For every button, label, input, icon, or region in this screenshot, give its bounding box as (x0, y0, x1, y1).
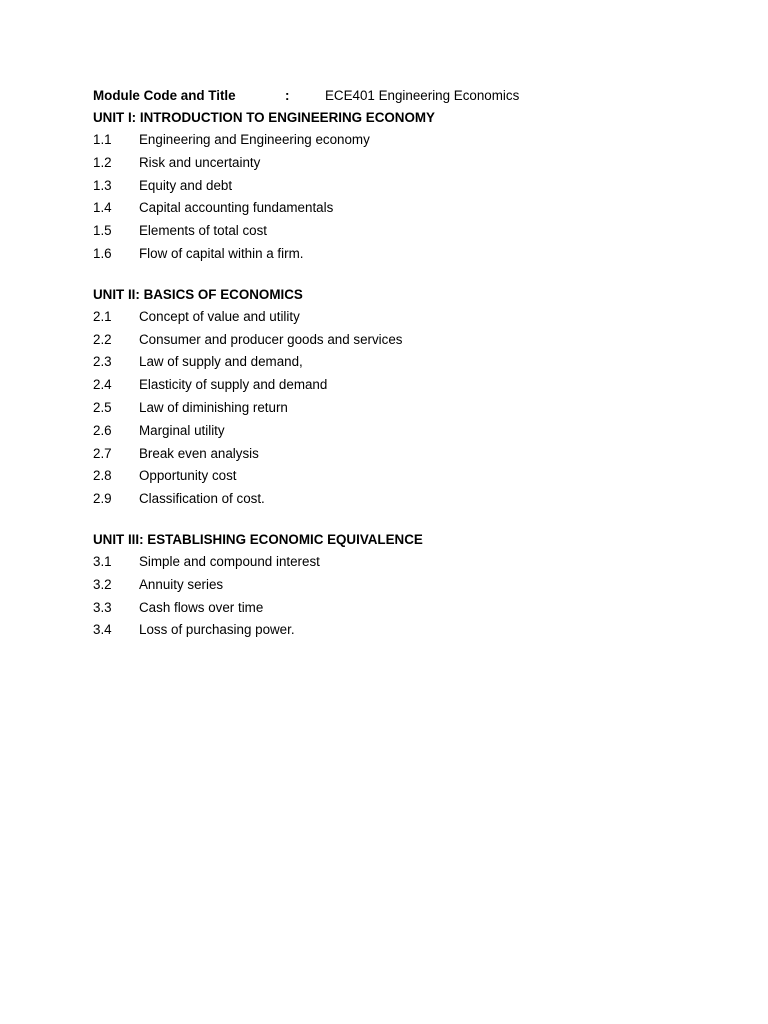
topic-number: 1.6 (93, 245, 112, 261)
module-code-title-line (93, 86, 693, 106)
module-label: Module Code and Title (93, 88, 236, 103)
module-separator: : (285, 88, 290, 103)
topic-item (93, 420, 693, 443)
topic-item (93, 329, 693, 352)
topic-item (93, 619, 693, 642)
topic-number: 3.3 (93, 599, 112, 615)
topic-number: 3.2 (93, 576, 112, 592)
topic-text: Classification of cost. (139, 491, 265, 507)
document-page (93, 86, 693, 642)
topic-item (93, 129, 693, 152)
topic-number: 2.7 (93, 445, 112, 461)
topic-number: 1.4 (93, 200, 112, 216)
topic-text: Opportunity cost (139, 468, 237, 484)
unit-section-2 (93, 284, 693, 511)
topic-number: 3.1 (93, 553, 112, 569)
topic-text: Marginal utility (139, 422, 225, 438)
topic-number: 2.6 (93, 422, 112, 438)
topic-text: Break even analysis (139, 445, 259, 461)
topic-text: Cash flows over time (139, 599, 264, 615)
topic-item (93, 488, 693, 511)
topic-text: Risk and uncertainty (139, 154, 261, 170)
topic-number: 2.8 (93, 468, 112, 484)
unit-heading: UNIT II: BASICS OF ECONOMICS (93, 286, 303, 302)
topic-item (93, 243, 693, 266)
topic-text: Flow of capital within a firm. (139, 245, 304, 261)
topic-item (93, 443, 693, 466)
topic-item (93, 197, 693, 220)
topic-item (93, 175, 693, 198)
topic-item (93, 152, 693, 175)
topic-text: Law of diminishing return (139, 399, 288, 415)
topic-item (93, 351, 693, 374)
topic-text: Simple and compound interest (139, 553, 320, 569)
topic-number: 1.2 (93, 154, 112, 170)
topic-item (93, 220, 693, 243)
topic-item (93, 597, 693, 620)
topic-number: 2.5 (93, 399, 112, 415)
topic-text: Consumer and producer goods and services (139, 331, 403, 347)
topic-item (93, 551, 693, 574)
topic-text: Annuity series (139, 576, 224, 592)
topic-text: Elements of total cost (139, 223, 268, 239)
topic-number: 2.3 (93, 354, 112, 370)
topic-item (93, 397, 693, 420)
unit-section-1 (93, 107, 693, 266)
topic-text: Capital accounting fundamentals (139, 200, 334, 216)
topic-item (93, 574, 693, 597)
topic-item (93, 465, 693, 488)
unit-section-3 (93, 529, 693, 642)
topic-text: Elasticity of supply and demand (139, 377, 328, 393)
unit-heading: UNIT III: ESTABLISHING ECONOMIC EQUIVALENCE (93, 531, 423, 547)
unit-heading: UNIT I: INTRODUCTION TO ENGINEERING ECONOMY (93, 110, 435, 125)
topic-text: Equity and debt (139, 177, 233, 193)
topic-number: 2.2 (93, 331, 112, 347)
topic-text: Engineering and Engineering economy (139, 132, 370, 147)
topic-number: 1.1 (93, 132, 112, 147)
topic-number: 2.1 (93, 308, 112, 324)
topic-item (93, 306, 693, 329)
topic-number: 2.4 (93, 377, 112, 393)
topic-text: Law of supply and demand, (139, 354, 303, 370)
topic-number: 3.4 (93, 622, 112, 638)
topic-number: 2.9 (93, 491, 112, 507)
topic-number: 1.3 (93, 177, 112, 193)
topic-text: Loss of purchasing power. (139, 622, 295, 638)
topic-item (93, 374, 693, 397)
topic-number: 1.5 (93, 223, 112, 239)
topic-text: Concept of value and utility (139, 308, 300, 324)
module-value: ECE401 Engineering Economics (325, 88, 520, 103)
